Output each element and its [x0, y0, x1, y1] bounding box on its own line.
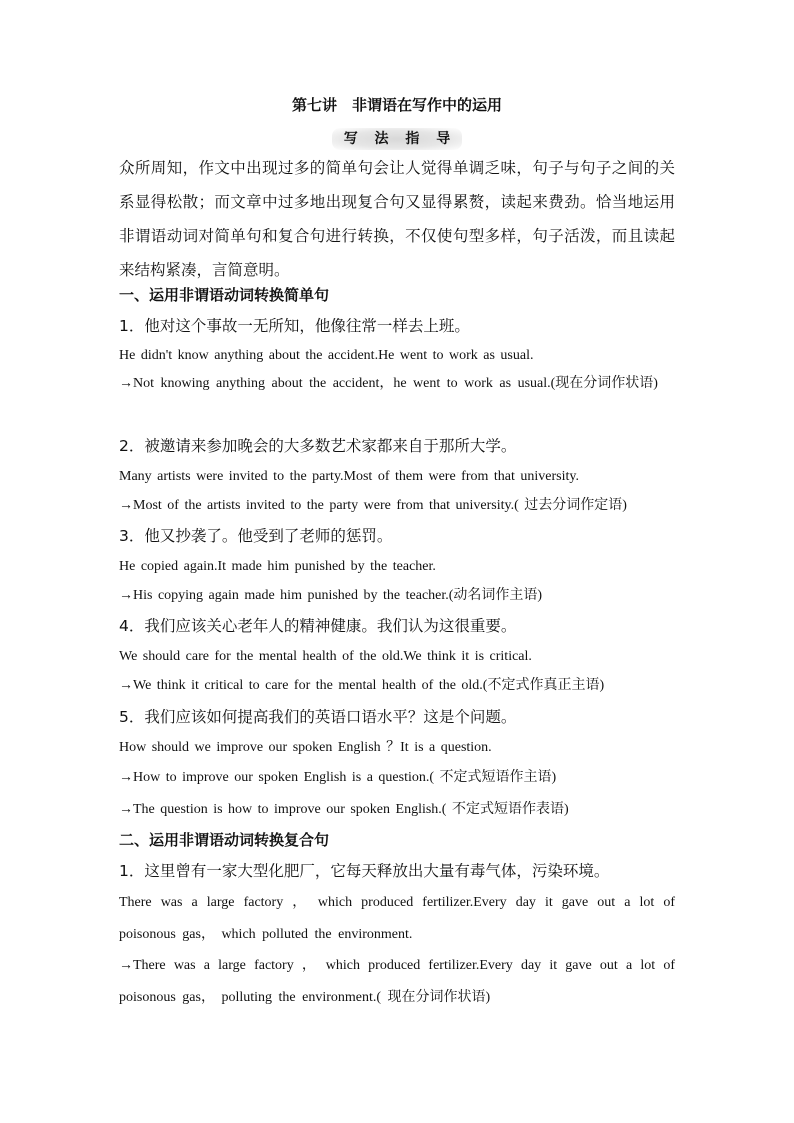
s2-item1-en: There was a large factory ， which produced fertilizer.Every day it gave out a lot of poisonous gas， which polluted the environment. — [119, 895, 675, 942]
s1-item1-en: He didn't know anything about the accident.He went to work as usual. — [119, 348, 534, 363]
section-banner — [119, 128, 675, 150]
s1-item5-cn: 5．我们应该如何提高我们的英语口语水平？这是个问题。 — [119, 708, 517, 726]
s1-item5-rewrite: →How to improve our spoken English is a question.( 不定式短语作主语) — [119, 770, 557, 785]
s1-item3-cn: 3．他又抄袭了。他受到了老师的惩罚。 — [119, 527, 393, 545]
s1-item2-cn: 2．被邀请来参加晚会的大多数艺术家都来自于那所大学。 — [119, 437, 517, 455]
s1-item3-rewrite: →His copying again made him punished by the teacher.(动名词作主语) — [119, 588, 543, 603]
s1-item1-rewrite: →Not knowing anything about the accident，he went to work as usual.(现在分词作状语) — [119, 376, 658, 391]
s1-item4-en: We should care for the mental health of the old.We think it is critical. — [119, 649, 532, 664]
section1-heading: 一、运用非谓语动词转换简单句 — [119, 286, 330, 304]
s1-item4-rewrite: →We think it critical to care for the mental health of the old.(不定式作真正主语) — [119, 678, 605, 693]
intro-paragraph: 众所周知，作文中出现过多的简单句会让人觉得单调乏味，句子与句子之间的关系显得松散；而文章中过多地出现复合句又显得累赘，读起来费劲。恰当地运用非谓语动词对简单句和复合句进行转换，不仅使句型多样，句子活泼，而且读起来结构紧凑，言简意明。 — [119, 159, 675, 279]
page-title: 第七讲 非谓语在写作中的运用 — [291, 96, 502, 114]
subtitle-label: 写 法 指 导 — [332, 128, 463, 150]
s1-item5-rewrite2: →The question is how to improve our spoken English.( 不定式短语作表语) — [119, 802, 569, 817]
s2-item1-rewrite: →There was a large factory ， which produced fertilizer.Every day it gave out a lot of poisonous gas， polluting the environment.( 现在分词作状语) — [119, 958, 675, 1005]
s2-item1-cn: 1．这里曾有一家大型化肥厂，它每天释放出大量有毒气体，污染环境。 — [119, 862, 610, 880]
s1-item5-en: How should we improve our spoken English ？It is a question. — [119, 740, 492, 755]
section2-heading: 二、运用非谓语动词转换复合句 — [119, 831, 330, 849]
s1-item1-cn: 1．他对这个事故一无所知，他像往常一样去上班。 — [119, 317, 470, 335]
s1-item3-en: He copied again.It made him punished by the teacher. — [119, 559, 436, 574]
s1-item4-cn: 4．我们应该关心老年人的精神健康。我们认为这很重要。 — [119, 617, 517, 635]
s1-item2-rewrite: →Most of the artists invited to the party were from that university.( 过去分词作定语) — [119, 498, 627, 513]
s1-item2-en: Many artists were invited to the party.Most of them were from that university. — [119, 469, 579, 484]
